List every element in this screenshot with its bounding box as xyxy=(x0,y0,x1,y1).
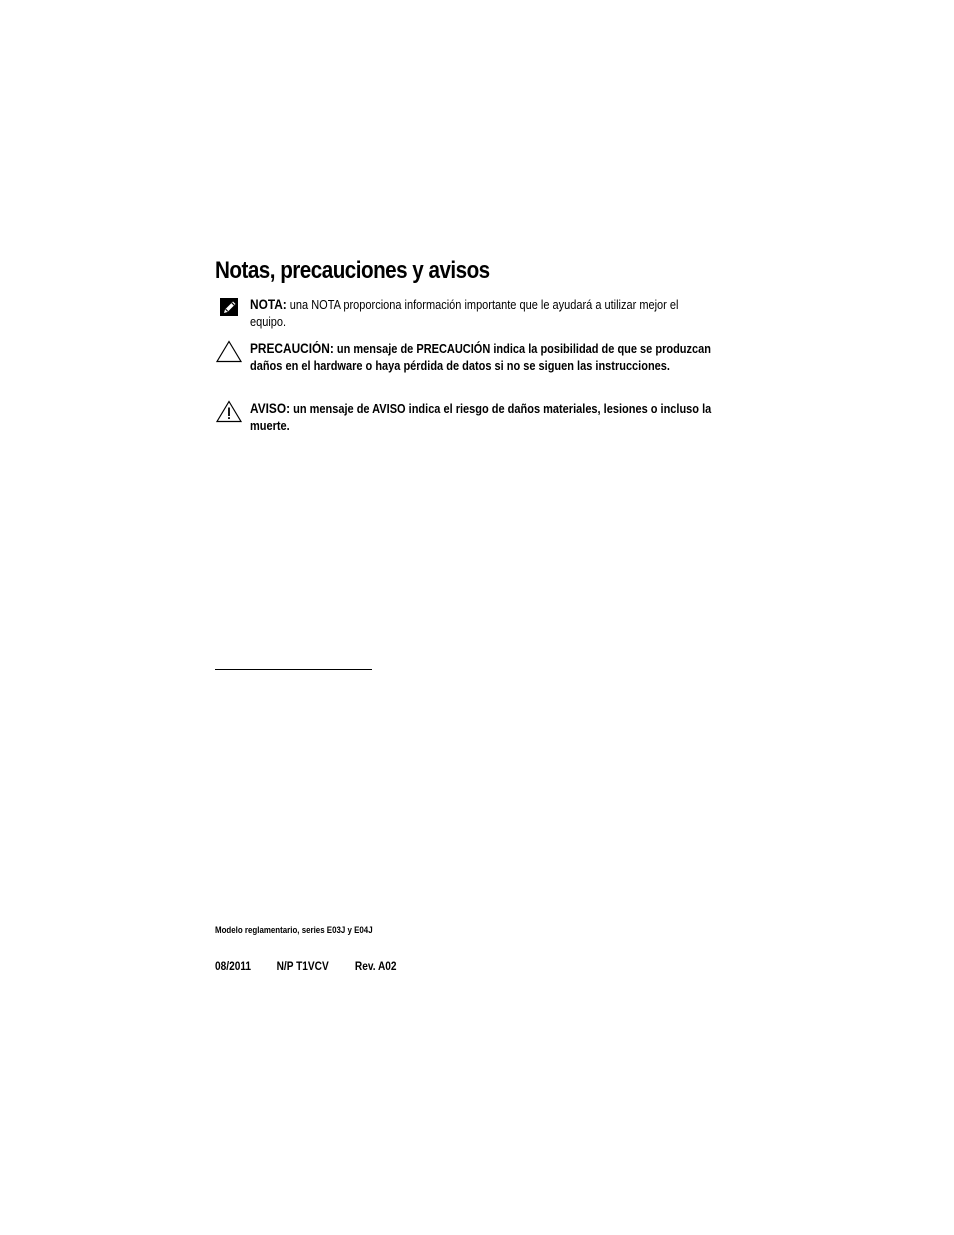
warning-notice xyxy=(215,400,715,435)
regulatory-model: Modelo reglamentario, series E03J y E04J xyxy=(215,925,373,935)
publication-date: 08/2011 xyxy=(215,961,252,973)
caution-text xyxy=(250,340,712,375)
note-notice xyxy=(215,296,715,331)
note-body: una NOTA proporciona información importante que le ayudará a utilizar mejor el equipo. xyxy=(250,298,679,329)
caution-body: un mensaje de PRECAUCIÓN indica la posibilidad de que se produzcan daños en el hardware o haya pérdida de datos si no se siguen las instrucciones. xyxy=(250,342,711,373)
note-pencil-icon xyxy=(215,296,243,320)
caution-label: PRECAUCIÓN: xyxy=(250,341,334,356)
note-label: NOTA: xyxy=(250,297,287,312)
warning-label: AVISO: xyxy=(250,401,291,416)
warning-text xyxy=(250,400,712,435)
page-title: Notas, precauciones y avisos xyxy=(215,257,490,284)
publication-info xyxy=(215,961,397,973)
caution-triangle-icon xyxy=(215,340,243,364)
part-number: N/P T1VCV xyxy=(276,961,329,973)
caution-notice xyxy=(215,340,715,375)
warning-body: un mensaje de AVISO indica el riesgo de daños materiales, lesiones o incluso la muerte. xyxy=(250,402,712,433)
revision: Rev. A02 xyxy=(354,961,397,973)
warning-triangle-icon xyxy=(215,400,243,424)
footnote-divider xyxy=(215,669,372,670)
note-text xyxy=(250,296,712,331)
